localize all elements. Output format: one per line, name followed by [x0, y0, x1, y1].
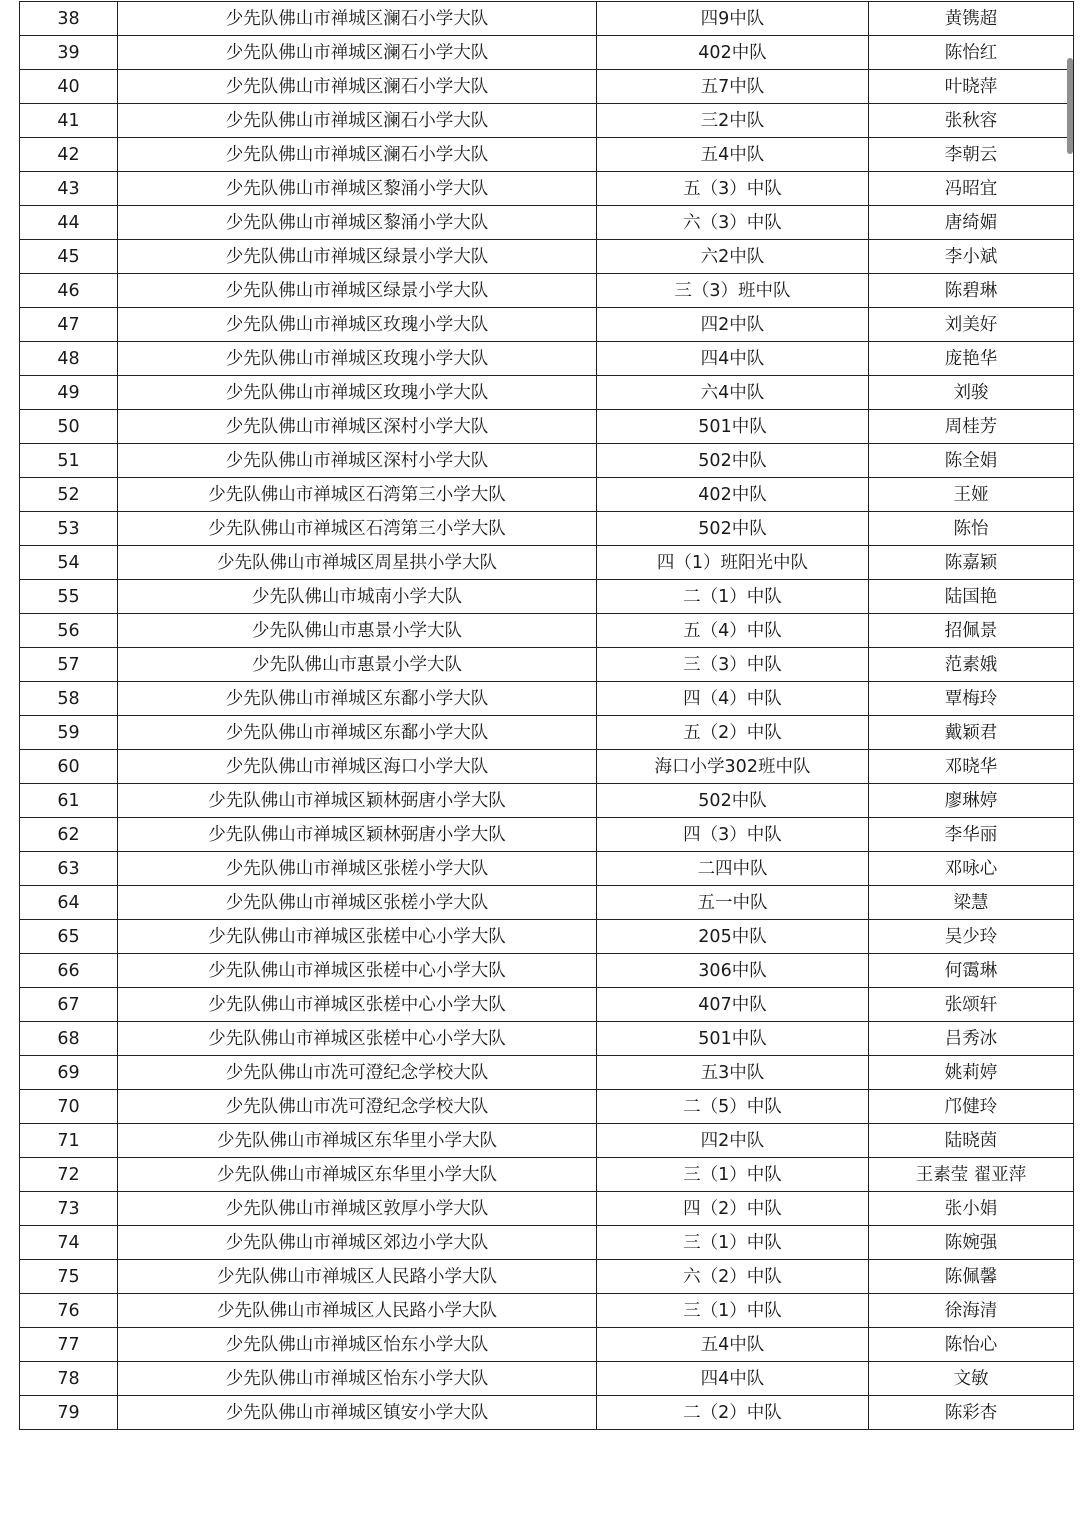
table-row [20, 886, 1074, 920]
counselor-name-cell: 戴颖君 [869, 716, 1074, 750]
squadron-cell: 六4中队 [597, 376, 869, 410]
table-row [20, 410, 1074, 444]
table-row [20, 36, 1074, 70]
squadron-cell: 五一中队 [597, 886, 869, 920]
counselor-name-cell: 邓咏心 [869, 852, 1074, 886]
row-number-cell: 68 [20, 1022, 118, 1056]
squadron-cell: 四2中队 [597, 308, 869, 342]
squadron-cell: 四4中队 [597, 342, 869, 376]
table-body [20, 2, 1074, 1430]
brigade-cell: 少先队佛山市禅城区澜石小学大队 [118, 138, 597, 172]
row-number-cell: 71 [20, 1124, 118, 1158]
squadron-cell: 二（5）中队 [597, 1090, 869, 1124]
counselor-name-cell: 陈婉强 [869, 1226, 1074, 1260]
brigade-cell: 少先队佛山市禅城区怡东小学大队 [118, 1362, 597, 1396]
squadron-cell: 四（2）中队 [597, 1192, 869, 1226]
brigade-cell: 少先队佛山市禅城区玫瑰小学大队 [118, 342, 597, 376]
counselor-name-cell: 庞艳华 [869, 342, 1074, 376]
squadron-cell: 六（3）中队 [597, 206, 869, 240]
counselor-name-cell: 姚莉婷 [869, 1056, 1074, 1090]
counselor-name-cell: 王娅 [869, 478, 1074, 512]
row-number-cell: 54 [20, 546, 118, 580]
table-row [20, 750, 1074, 784]
brigade-cell: 少先队佛山市禅城区黎涌小学大队 [118, 172, 597, 206]
counselor-name-cell: 张小娟 [869, 1192, 1074, 1226]
counselor-name-cell: 何霭琳 [869, 954, 1074, 988]
squadron-cell: 501中队 [597, 410, 869, 444]
row-number-cell: 58 [20, 682, 118, 716]
brigade-cell: 少先队佛山市城南小学大队 [118, 580, 597, 614]
table-row [20, 1056, 1074, 1090]
counselor-name-cell: 李华丽 [869, 818, 1074, 852]
counselor-name-cell: 陈怡 [869, 512, 1074, 546]
brigade-cell: 少先队佛山市冼可澄纪念学校大队 [118, 1056, 597, 1090]
brigade-cell: 少先队佛山市禅城区澜石小学大队 [118, 2, 597, 36]
squadron-cell: 五（4）中队 [597, 614, 869, 648]
table-row [20, 1158, 1074, 1192]
counselor-name-cell: 陆晓茵 [869, 1124, 1074, 1158]
brigade-cell: 少先队佛山市禅城区颖林弼唐小学大队 [118, 784, 597, 818]
brigade-cell: 少先队佛山市禅城区张槎中心小学大队 [118, 988, 597, 1022]
row-number-cell: 52 [20, 478, 118, 512]
squadron-cell: 四（4）中队 [597, 682, 869, 716]
squadron-cell: 五（3）中队 [597, 172, 869, 206]
row-number-cell: 79 [20, 1396, 118, 1430]
brigade-cell: 少先队佛山市禅城区石湾第三小学大队 [118, 512, 597, 546]
brigade-cell: 少先队佛山市禅城区石湾第三小学大队 [118, 478, 597, 512]
squadron-cell: 三（3）中队 [597, 648, 869, 682]
counselor-name-cell: 陈碧琳 [869, 274, 1074, 308]
row-number-cell: 48 [20, 342, 118, 376]
squadron-cell: 三（1）中队 [597, 1226, 869, 1260]
row-number-cell: 74 [20, 1226, 118, 1260]
table-row [20, 580, 1074, 614]
row-number-cell: 51 [20, 444, 118, 478]
row-number-cell: 57 [20, 648, 118, 682]
table-row [20, 512, 1074, 546]
squadron-cell: 501中队 [597, 1022, 869, 1056]
squadron-cell: 六（2）中队 [597, 1260, 869, 1294]
row-number-cell: 41 [20, 104, 118, 138]
row-number-cell: 61 [20, 784, 118, 818]
table-row [20, 342, 1074, 376]
squadron-cell: 502中队 [597, 784, 869, 818]
brigade-cell: 少先队佛山市禅城区深村小学大队 [118, 410, 597, 444]
row-number-cell: 40 [20, 70, 118, 104]
counselor-name-cell: 叶晓萍 [869, 70, 1074, 104]
row-number-cell: 73 [20, 1192, 118, 1226]
squadron-cell: 五4中队 [597, 138, 869, 172]
brigade-cell: 少先队佛山市禅城区海口小学大队 [118, 750, 597, 784]
row-number-cell: 59 [20, 716, 118, 750]
brigade-cell: 少先队佛山市禅城区玫瑰小学大队 [118, 308, 597, 342]
row-number-cell: 42 [20, 138, 118, 172]
counselor-name-cell: 陈彩杏 [869, 1396, 1074, 1430]
table-row [20, 70, 1074, 104]
row-number-cell: 39 [20, 36, 118, 70]
brigade-cell: 少先队佛山市禅城区张槎中心小学大队 [118, 920, 597, 954]
table-row [20, 104, 1074, 138]
counselor-name-cell: 招佩景 [869, 614, 1074, 648]
row-number-cell: 60 [20, 750, 118, 784]
counselor-name-cell: 冯昭宜 [869, 172, 1074, 206]
table-row [20, 478, 1074, 512]
award-list-table-container [19, 1, 1073, 1430]
squadron-cell: 二（1）中队 [597, 580, 869, 614]
brigade-cell: 少先队佛山市禅城区镇安小学大队 [118, 1396, 597, 1430]
counselor-name-cell: 邝健玲 [869, 1090, 1074, 1124]
counselor-name-cell: 范素娥 [869, 648, 1074, 682]
brigade-cell: 少先队佛山市禅城区郊边小学大队 [118, 1226, 597, 1260]
squadron-cell: 三（1）中队 [597, 1158, 869, 1192]
squadron-cell: 205中队 [597, 920, 869, 954]
squadron-cell: 四4中队 [597, 1362, 869, 1396]
brigade-cell: 少先队佛山市禅城区张槎小学大队 [118, 886, 597, 920]
row-number-cell: 63 [20, 852, 118, 886]
row-number-cell: 67 [20, 988, 118, 1022]
table-row [20, 920, 1074, 954]
counselor-name-cell: 李小斌 [869, 240, 1074, 274]
squadron-cell: 三（1）中队 [597, 1294, 869, 1328]
brigade-cell: 少先队佛山市禅城区澜石小学大队 [118, 104, 597, 138]
table-row [20, 240, 1074, 274]
squadron-cell: 二（2）中队 [597, 1396, 869, 1430]
brigade-cell: 少先队佛山市禅城区人民路小学大队 [118, 1260, 597, 1294]
row-number-cell: 70 [20, 1090, 118, 1124]
counselor-name-cell: 刘骏 [869, 376, 1074, 410]
squadron-cell: 407中队 [597, 988, 869, 1022]
table-row [20, 1362, 1074, 1396]
squadron-cell: 五7中队 [597, 70, 869, 104]
squadron-cell: 502中队 [597, 512, 869, 546]
row-number-cell: 43 [20, 172, 118, 206]
table-row [20, 1090, 1074, 1124]
table-row [20, 784, 1074, 818]
counselor-name-cell: 徐海清 [869, 1294, 1074, 1328]
table-row [20, 954, 1074, 988]
counselor-name-cell: 陈嘉颖 [869, 546, 1074, 580]
row-number-cell: 38 [20, 2, 118, 36]
squadron-cell: 402中队 [597, 478, 869, 512]
table-row [20, 2, 1074, 36]
squadron-cell: 五3中队 [597, 1056, 869, 1090]
counselor-name-cell: 陈全娟 [869, 444, 1074, 478]
row-number-cell: 46 [20, 274, 118, 308]
counselor-name-cell: 刘美好 [869, 308, 1074, 342]
squadron-cell: 四（3）中队 [597, 818, 869, 852]
brigade-cell: 少先队佛山市禅城区东鄱小学大队 [118, 716, 597, 750]
row-number-cell: 64 [20, 886, 118, 920]
counselor-name-cell: 周桂芳 [869, 410, 1074, 444]
table-row [20, 682, 1074, 716]
counselor-name-cell: 张秋容 [869, 104, 1074, 138]
table-row [20, 1328, 1074, 1362]
table-row [20, 1260, 1074, 1294]
brigade-cell: 少先队佛山市禅城区深村小学大队 [118, 444, 597, 478]
squadron-cell: 502中队 [597, 444, 869, 478]
counselor-name-cell: 李朝云 [869, 138, 1074, 172]
counselor-name-cell: 王素莹 翟亚萍 [869, 1158, 1074, 1192]
row-number-cell: 62 [20, 818, 118, 852]
squadron-cell: 402中队 [597, 36, 869, 70]
table-row [20, 308, 1074, 342]
row-number-cell: 76 [20, 1294, 118, 1328]
table-row [20, 818, 1074, 852]
vertical-scrollbar[interactable] [1067, 58, 1073, 154]
counselor-name-cell: 陈佩馨 [869, 1260, 1074, 1294]
squadron-cell: 二四中队 [597, 852, 869, 886]
table-row [20, 1396, 1074, 1430]
row-number-cell: 65 [20, 920, 118, 954]
brigade-cell: 少先队佛山市禅城区张槎小学大队 [118, 852, 597, 886]
squadron-cell: 三（3）班中队 [597, 274, 869, 308]
counselor-name-cell: 吴少玲 [869, 920, 1074, 954]
squadron-cell: 四2中队 [597, 1124, 869, 1158]
table-row [20, 172, 1074, 206]
brigade-cell: 少先队佛山市禅城区张槎中心小学大队 [118, 954, 597, 988]
table-row [20, 274, 1074, 308]
row-number-cell: 72 [20, 1158, 118, 1192]
squadron-cell: 三2中队 [597, 104, 869, 138]
row-number-cell: 69 [20, 1056, 118, 1090]
table-row [20, 206, 1074, 240]
table-row [20, 614, 1074, 648]
table-row [20, 546, 1074, 580]
table-row [20, 1226, 1074, 1260]
brigade-cell: 少先队佛山市禅城区玫瑰小学大队 [118, 376, 597, 410]
brigade-cell: 少先队佛山市禅城区黎涌小学大队 [118, 206, 597, 240]
table-row [20, 988, 1074, 1022]
table-row [20, 138, 1074, 172]
row-number-cell: 53 [20, 512, 118, 546]
counselor-name-cell: 陈怡心 [869, 1328, 1074, 1362]
counselor-name-cell: 陈怡红 [869, 36, 1074, 70]
table-row [20, 1192, 1074, 1226]
squadron-cell: 306中队 [597, 954, 869, 988]
table-row [20, 648, 1074, 682]
squadron-cell: 四9中队 [597, 2, 869, 36]
table-row [20, 1294, 1074, 1328]
table-row [20, 716, 1074, 750]
counselor-name-cell: 唐绮媚 [869, 206, 1074, 240]
table-row [20, 444, 1074, 478]
row-number-cell: 55 [20, 580, 118, 614]
squadron-cell: 五（2）中队 [597, 716, 869, 750]
counselor-name-cell: 文敏 [869, 1362, 1074, 1396]
table-row [20, 1124, 1074, 1158]
brigade-cell: 少先队佛山市禅城区敦厚小学大队 [118, 1192, 597, 1226]
table-row [20, 852, 1074, 886]
counselor-name-cell: 邓晓华 [869, 750, 1074, 784]
brigade-cell: 少先队佛山市禅城区澜石小学大队 [118, 36, 597, 70]
brigade-cell: 少先队佛山市禅城区绿景小学大队 [118, 274, 597, 308]
row-number-cell: 66 [20, 954, 118, 988]
brigade-cell: 少先队佛山市禅城区东鄱小学大队 [118, 682, 597, 716]
row-number-cell: 47 [20, 308, 118, 342]
brigade-cell: 少先队佛山市禅城区东华里小学大队 [118, 1124, 597, 1158]
squadron-cell: 海口小学302班中队 [597, 750, 869, 784]
counselor-name-cell: 廖琳婷 [869, 784, 1074, 818]
row-number-cell: 78 [20, 1362, 118, 1396]
squadron-cell: 六2中队 [597, 240, 869, 274]
row-number-cell: 75 [20, 1260, 118, 1294]
brigade-cell: 少先队佛山市禅城区颖林弼唐小学大队 [118, 818, 597, 852]
brigade-cell: 少先队佛山市禅城区怡东小学大队 [118, 1328, 597, 1362]
brigade-cell: 少先队佛山市禅城区周星拱小学大队 [118, 546, 597, 580]
counselor-name-cell: 陆国艳 [869, 580, 1074, 614]
brigade-cell: 少先队佛山市禅城区绿景小学大队 [118, 240, 597, 274]
award-list-table [19, 1, 1074, 1430]
row-number-cell: 45 [20, 240, 118, 274]
table-row [20, 1022, 1074, 1056]
counselor-name-cell: 覃梅玲 [869, 682, 1074, 716]
counselor-name-cell: 黄镌超 [869, 2, 1074, 36]
brigade-cell: 少先队佛山市惠景小学大队 [118, 614, 597, 648]
counselor-name-cell: 张颂轩 [869, 988, 1074, 1022]
brigade-cell: 少先队佛山市禅城区东华里小学大队 [118, 1158, 597, 1192]
row-number-cell: 49 [20, 376, 118, 410]
row-number-cell: 56 [20, 614, 118, 648]
brigade-cell: 少先队佛山市禅城区张槎中心小学大队 [118, 1022, 597, 1056]
counselor-name-cell: 梁慧 [869, 886, 1074, 920]
brigade-cell: 少先队佛山市冼可澄纪念学校大队 [118, 1090, 597, 1124]
row-number-cell: 77 [20, 1328, 118, 1362]
row-number-cell: 50 [20, 410, 118, 444]
table-row [20, 376, 1074, 410]
counselor-name-cell: 吕秀冰 [869, 1022, 1074, 1056]
squadron-cell: 四（1）班阳光中队 [597, 546, 869, 580]
row-number-cell: 44 [20, 206, 118, 240]
brigade-cell: 少先队佛山市禅城区澜石小学大队 [118, 70, 597, 104]
brigade-cell: 少先队佛山市禅城区人民路小学大队 [118, 1294, 597, 1328]
squadron-cell: 五4中队 [597, 1328, 869, 1362]
brigade-cell: 少先队佛山市惠景小学大队 [118, 648, 597, 682]
